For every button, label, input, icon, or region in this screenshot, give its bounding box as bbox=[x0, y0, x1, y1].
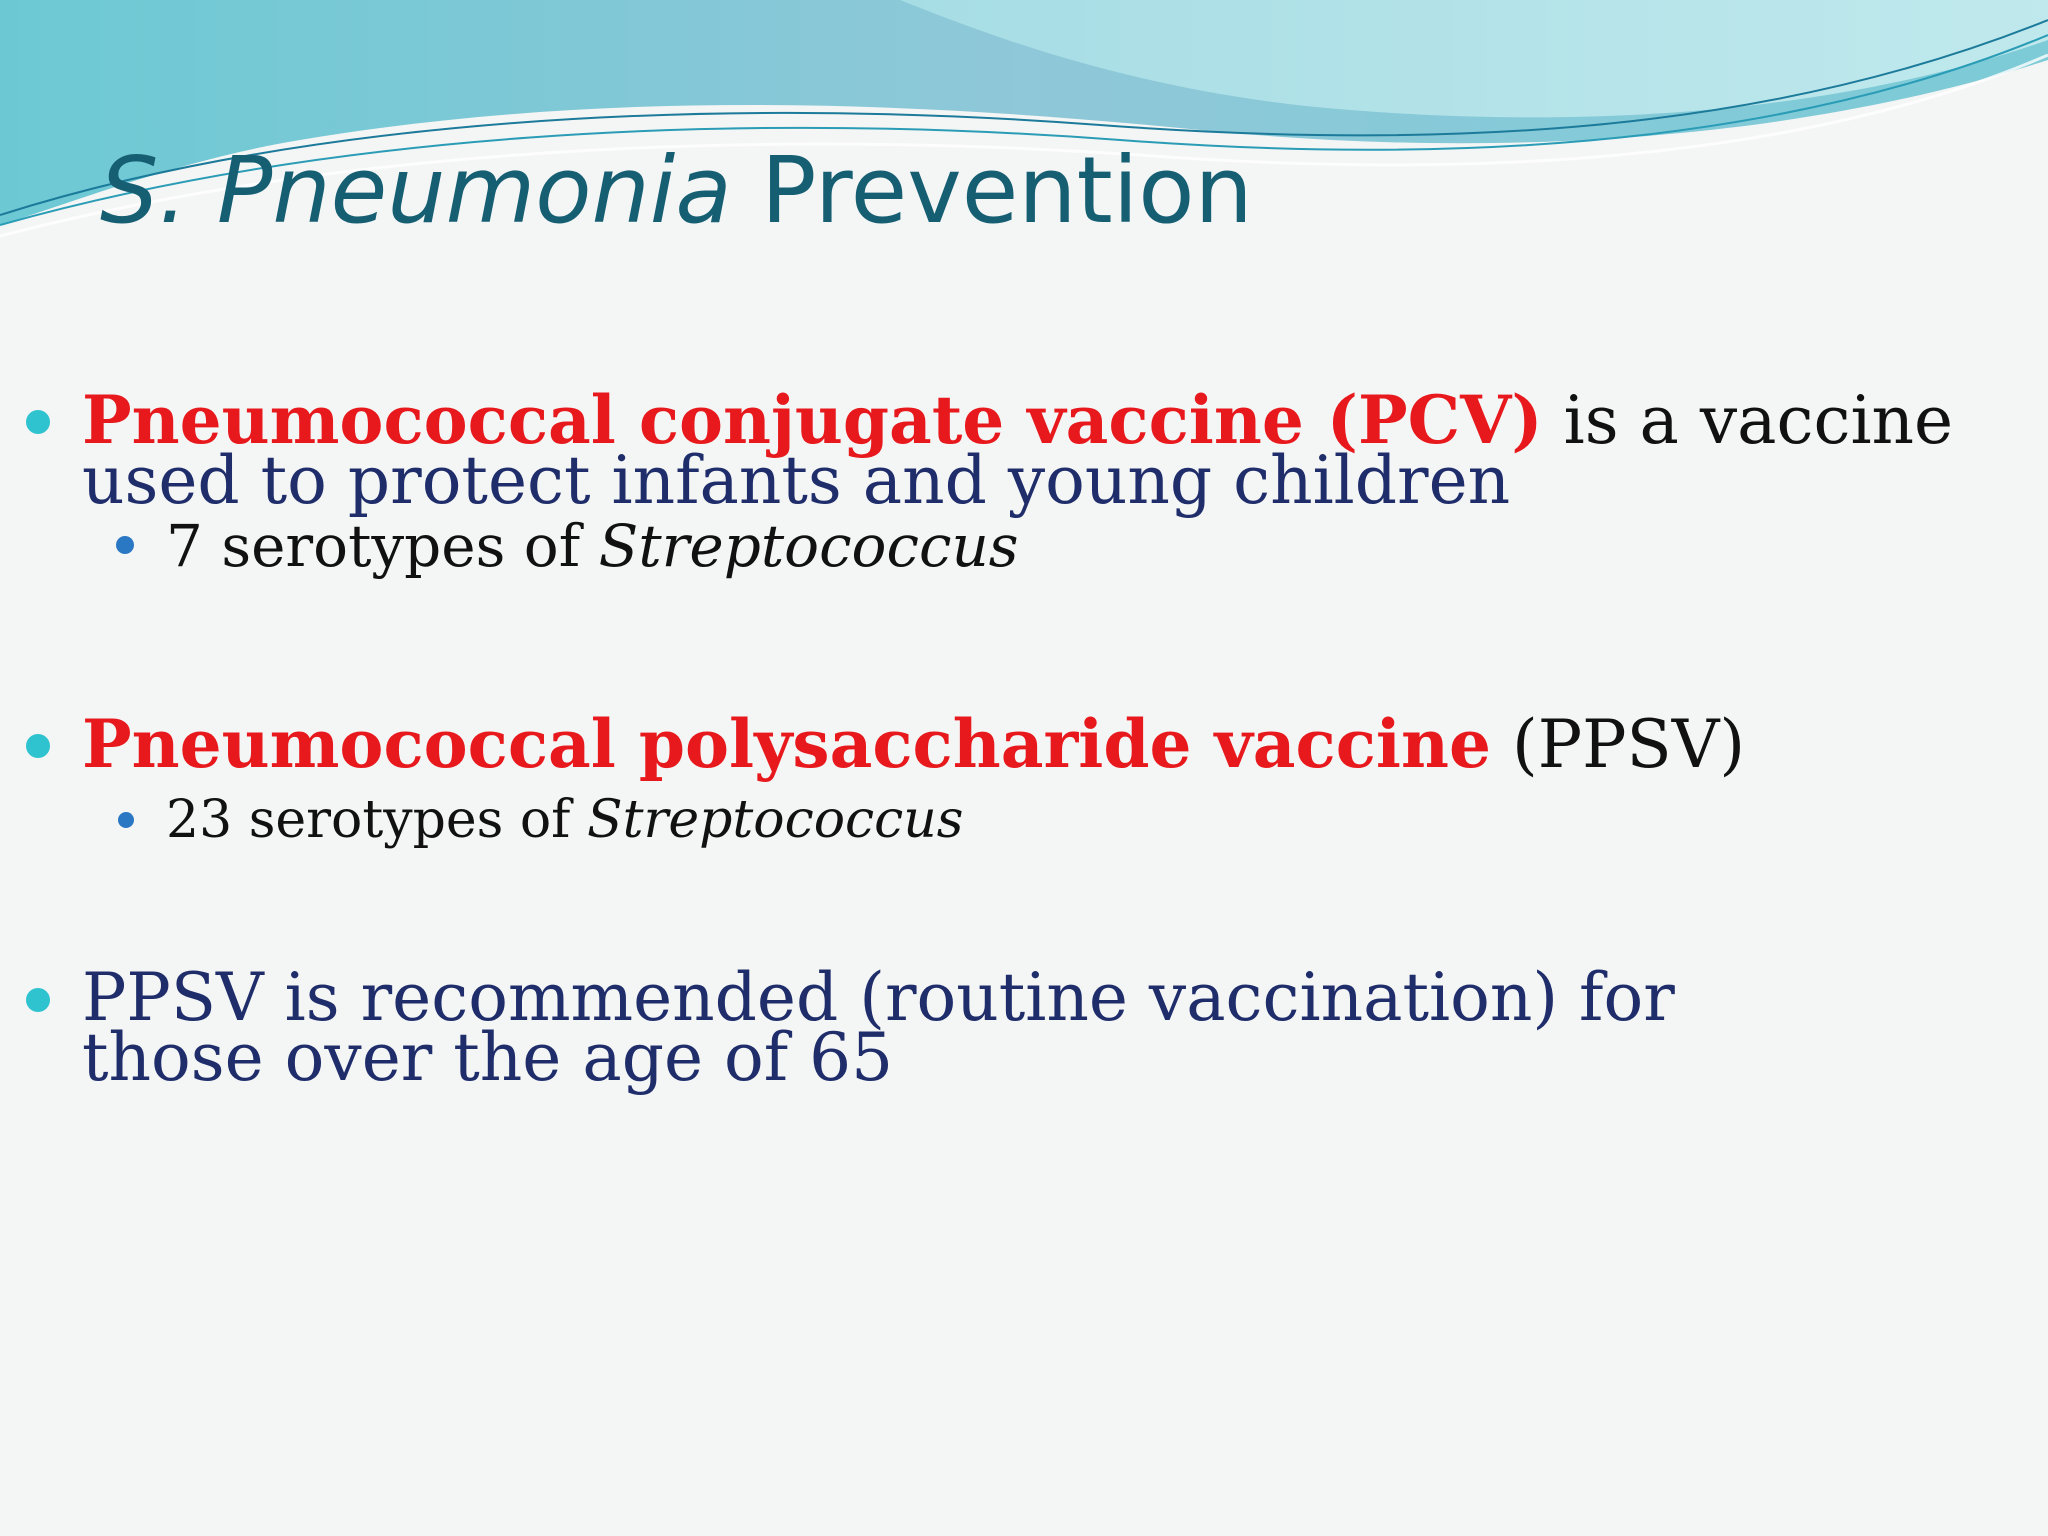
title-rest: Prevention bbox=[731, 137, 1253, 244]
pcv-bold: Pneumococcal conjugate vaccine (PCV) bbox=[82, 381, 1543, 459]
rec-text: PPSV is recommended (routine vaccination) for those over the age of 65 bbox=[82, 959, 1675, 1096]
pcv-sub-text: 7 serotypes of bbox=[166, 512, 599, 580]
ppsv-sub-text: 23 serotypes of bbox=[166, 790, 587, 850]
pcv-tail: used to protect infants and young children bbox=[82, 442, 1511, 519]
bullet-dot bbox=[26, 734, 50, 758]
bullet-pcv bbox=[82, 381, 1982, 519]
sub-bullet-ppsv bbox=[166, 792, 2048, 848]
sub-bullet-pcv bbox=[166, 512, 2048, 580]
ppsv-tail: (PPSV) bbox=[1490, 706, 1746, 783]
ppsv-bold: Pneumococcal polysaccharide vaccine bbox=[82, 705, 1491, 783]
bullet-recommendation bbox=[82, 959, 1862, 1096]
pcv-mid: is a vaccine bbox=[1542, 382, 1954, 459]
bullet-dot bbox=[26, 410, 50, 434]
sub-bullet-dot bbox=[116, 536, 134, 554]
title-italic: S. Pneumonia bbox=[100, 137, 732, 244]
sub-bullet-dot bbox=[118, 812, 134, 828]
bullet-dot bbox=[26, 988, 50, 1012]
bullet-ppsv bbox=[82, 705, 1982, 783]
pcv-sub-italic: Streptococcus bbox=[598, 512, 1019, 580]
ppsv-sub-italic: Streptococcus bbox=[586, 790, 964, 850]
